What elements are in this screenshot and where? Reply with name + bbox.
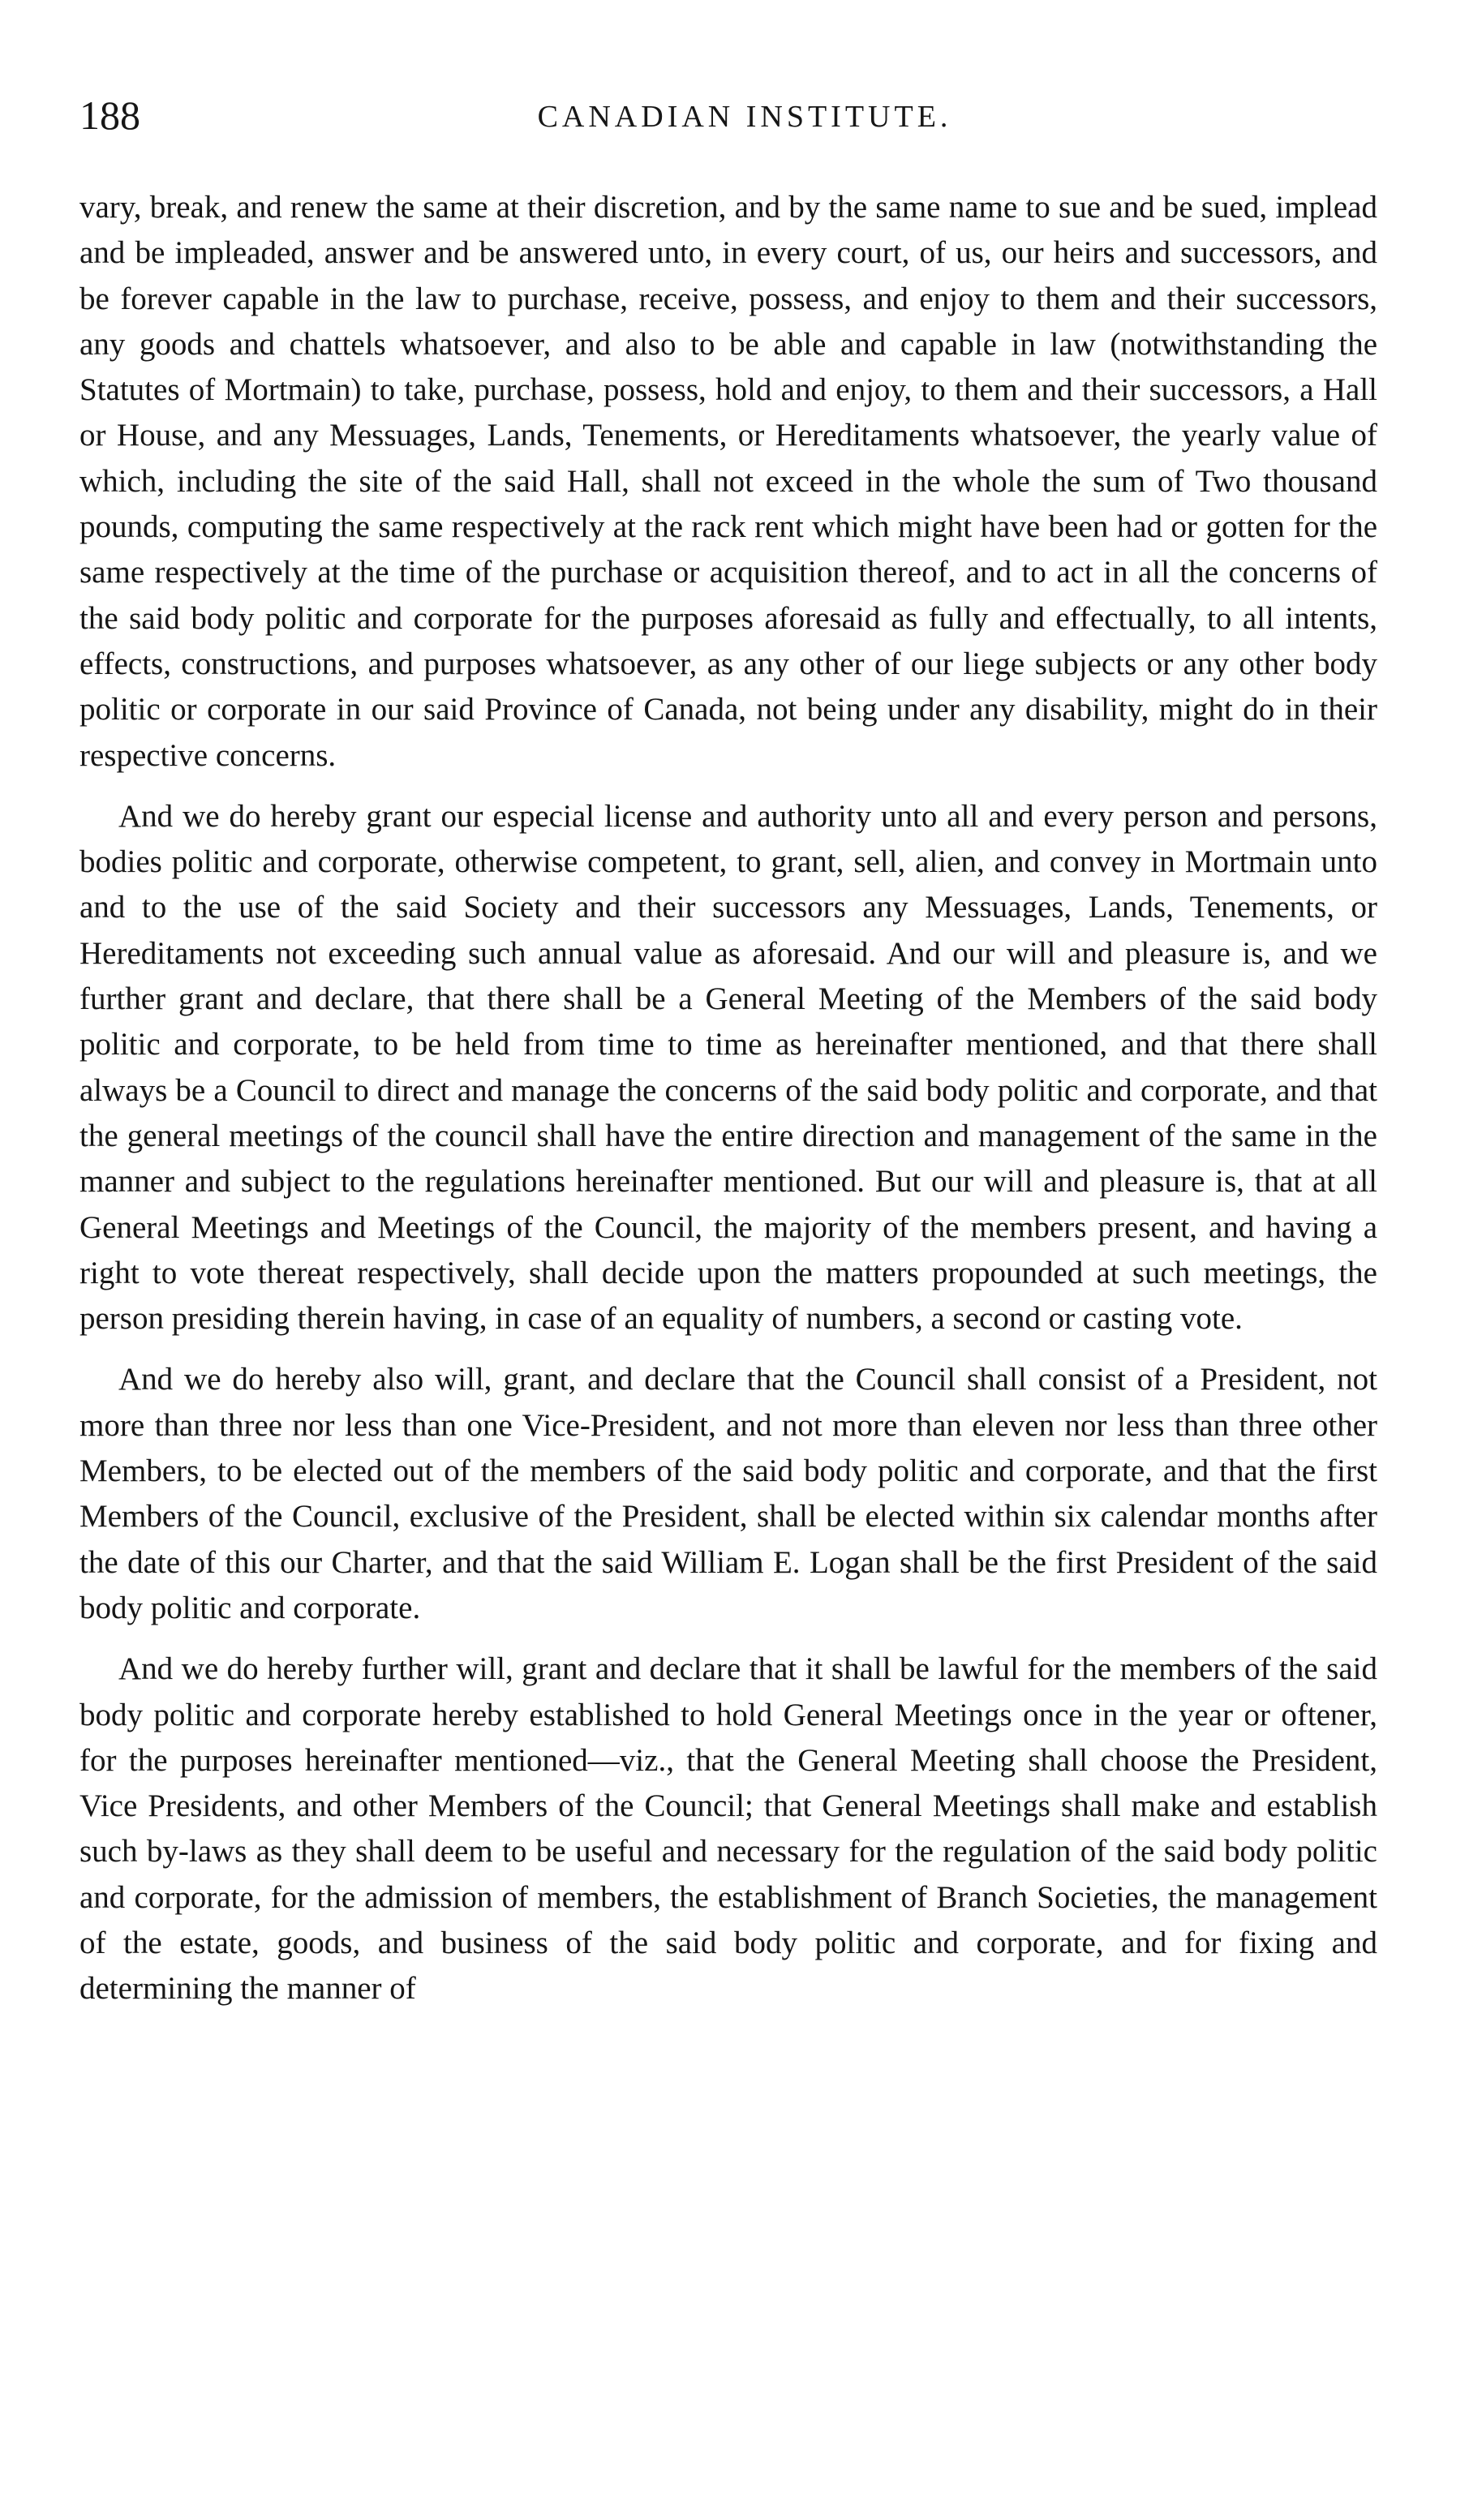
running-title: CANADIAN INSTITUTE.	[537, 100, 952, 134]
page-number: 188	[79, 92, 140, 138]
paragraph-general-meetings: And we do hereby further will, grant and declare that it shall be lawful for the members of the said body politic and corporate hereby established to hold General Meetings once in the year or oftener, for the purposes hereinafter mentioned—viz., that the General Meeting shall choose the President, Vice Presidents, and other Members of the Council; that General Meetings shall make and establish such by-laws as they shall deem to be useful and necessary for the regulation of the said body politic and corporate, for the admission of members, the establishment of Branch Societies, the management of the estate, goods, and business of the said body politic and corporate, and for fixing and determining the manner of	[79, 1651, 1377, 2007]
paragraph-continued: vary, break, and renew the same at their discretion, and by the same name to sue and be sued, implead and be impleaded, answer and be answered unto, in every court, of us, our heirs and successors, and be forever capable in the law to purchase, receive, possess, and enjoy to them and their successors, any goods and chattels whatsoever, and also to be able and capable in law (notwithstanding the Statutes of Mortmain) to take, purchase, possess, hold and enjoy, to them and their successors, a Hall or House, and any Messuages, Lands, Tenements, or Hereditaments whatsoever, the yearly value of which, including the site of the said Hall, shall not exceed in the whole the sum of Two thousand pounds, computing the same respectively at the rack rent which might have been had or gotten for the same respectively at the time of the purchase or acquisition thereof, and to act in all the concerns of the said body politic and corporate for the purposes aforesaid as fully and effectually, to all intents, effects, constructions, and purposes whatsoever, as any other of our liege subjects or any other body politic or corporate in our said Province of Canada, not being under any disability, might do in their respective concerns.	[79, 190, 1377, 773]
paragraph-license-mortmain: And we do hereby grant our especial license and authority unto all and every person and persons, bodies politic and corporate, otherwise competent, to grant, sell, alien, and convey in Mortmain unto and to the use of the said Society and their successors any Messuages, Lands, Tenements, or Hereditaments not exceeding such annual value as aforesaid. And our will and pleasure is, and we further grant and declare, that there shall be a General Meeting of the Members of the said body politic and corporate, to be held from time to time as hereinafter mentioned, and that there shall always be a Council to direct and manage the concerns of the said body politic and corporate, and that the general meetings of the council shall have the entire direction and management of the same in the manner and subject to the regulations hereinafter mentioned. But our will and pleasure is, that at all General Meetings and Meetings of the Council, the majority of the members present, and having a right to vote thereat respectively, shall decide upon the matters propounded at such meetings, the person presiding therein having, in case of an equality of numbers, a second or casting vote.	[79, 798, 1377, 1337]
body-text	[79, 185, 1377, 2028]
running-header	[79, 91, 1377, 148]
paragraph-council-composition: And we do hereby also will, grant, and declare that the Council shall consist of a President, not more than three nor less than one Vice-President, and not more than eleven nor less than three other Members, to be elected out of the members of the said body politic and corporate, and that the first Members of the Council, exclusive of the President, shall be elected within six calendar months after the date of this our Charter, and that the said William E. Logan shall be the first President of the said body politic and corporate.	[79, 1362, 1377, 1625]
